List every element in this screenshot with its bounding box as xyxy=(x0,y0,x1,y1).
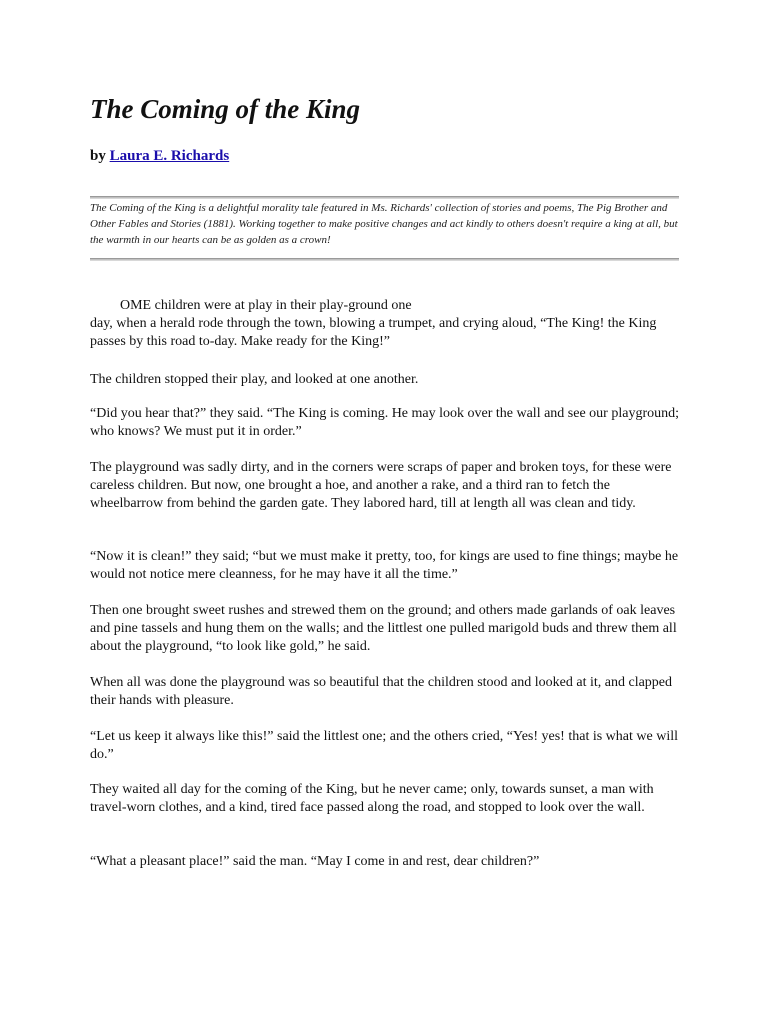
story-paragraph xyxy=(90,297,679,351)
story-paragraph: “Did you hear that?” they said. “The King is coming. He may look over the wall and see our playground; who knows? We must put it in order.” xyxy=(90,406,679,439)
byline-prefix: by xyxy=(90,148,110,164)
story-paragraph: They waited all day for the coming of the King, but he never came; only, towards sunset, a man with travel-worn clothes, and a kind, tired face passed along the road, and stopped to look over the wall. xyxy=(90,782,654,815)
story-paragraph: Then one brought sweet rushes and strewed them on the ground; and others made garlands of oak leaves and pine tassels and hung them on the walls; and the littlest one pulled marigold buds and threw them all about the playground, “to look like gold,” he said. xyxy=(90,603,677,654)
story-first-paragraph-rest: day, when a herald rode through the town, blowing a trumpet, and crying aloud, “The King! the King passes by this road to-day. Make ready for the King!” xyxy=(90,316,657,349)
story-paragraph: “Let us keep it always like this!” said the littlest one; and the others cried, “Yes! yes! that is what we will do.” xyxy=(90,729,678,762)
top-divider xyxy=(90,196,679,199)
bottom-divider xyxy=(90,258,679,261)
story-first-line: OME children were at play in their play-ground one xyxy=(120,298,412,313)
story-paragraph: The playground was sadly dirty, and in the corners were scraps of paper and broken toys, for these were careless children. But now, one brought a hoe, and another a rake, and a third ran to fetch the wheelbarrow from behind the garden gate. They labored hard, till at length all was clean and tidy. xyxy=(90,460,672,511)
byline xyxy=(90,146,229,166)
story-paragraph: “Now it is clean!” they said; “but we must make it pretty, too, for kings are used to fine things; maybe he would not notice mere cleanness, for he may have it all the time.” xyxy=(90,549,679,582)
story-paragraph: “What a pleasant place!” said the man. “May I come in and rest, dear children?” xyxy=(90,854,540,869)
author-link[interactable]: Laura E. Richards xyxy=(109,148,230,164)
page-title: The Coming of the King xyxy=(90,94,361,124)
intro-summary: The Coming of the King is a delightful morality tale featured in Ms. Richards' collection of stories and poems, The Pig Brother and Other Fables and Stories (1881). Working together to make positive changes and act kindly to others doesn't require a king at all, but the warmth in our hearts can be as golden as a crown! xyxy=(90,202,678,246)
story-paragraph: The children stopped their play, and looked at one another. xyxy=(90,372,419,387)
story-paragraph: When all was done the playground was so beautiful that the children stood and looked at it, and clapped their hands with pleasure. xyxy=(90,675,673,708)
